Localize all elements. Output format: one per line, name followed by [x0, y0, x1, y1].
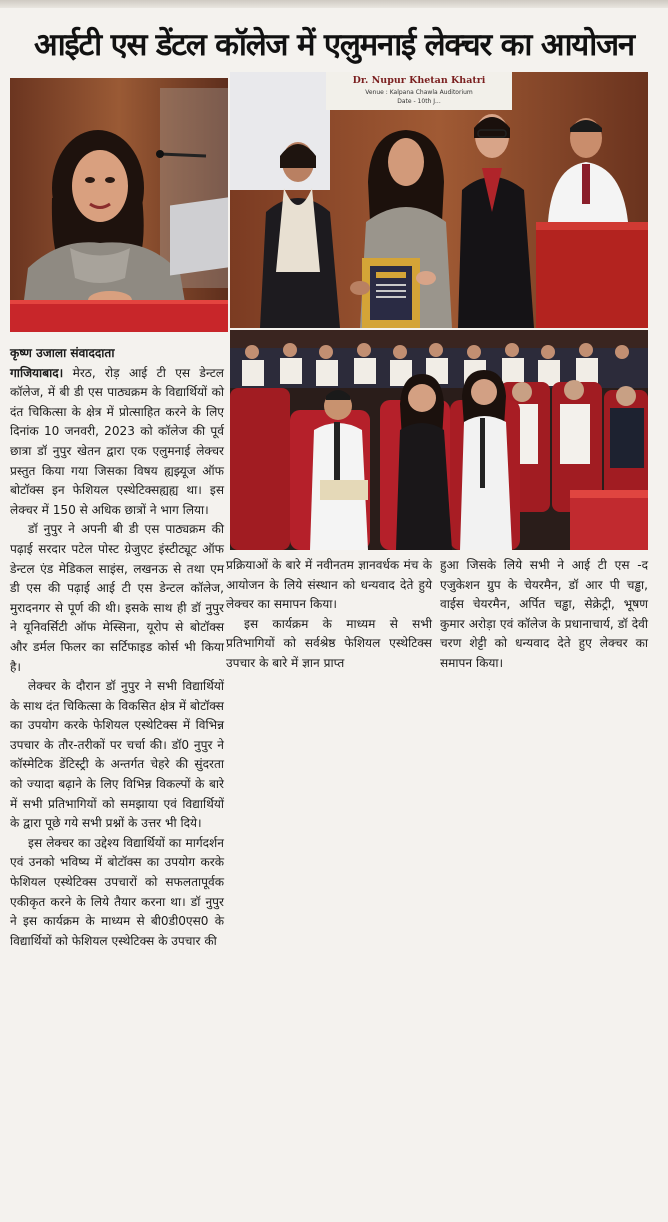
speaker-photo: [10, 78, 228, 332]
article-paragraph: प्रक्रियाओं के बारे में नवीनतम ज्ञानवर्धक मंच के आयोजन के लिये संस्थान को धन्यवाद देते हुये लेक्चर का समापन किया।: [226, 558, 432, 612]
article-paragraph: इस लेक्चर का उद्देश्य विद्यार्थियों का मार्गदर्शन एवं उनको भविष्य में बोटॉक्स का उपयोग करके फेशियल एस्थेटिक्स उपचारों को सफलतापूर्वक एकीकृत करने के लिये तैयार करना था। डॉ नुपुर ने इस कार्यक्रम के माध्यम से बी0डी0एस0 के विद्यार्थियों को फेशियल एस्थेटिक्स के उपचार की: [10, 835, 224, 948]
banner-venue: Venue : Kalpana Chawla Auditorium: [365, 89, 473, 96]
article-paragraph: लेक्चर के दौरान डॉ नुपुर ने सभी विद्यार्थियों के साथ दंत चिकित्सा के विकसित क्षेत्र में बोटॉक्स का उपयोग करके फेशियल एस्थेटिक्स में विभिन्न उपचार के तौर-तरीकों पर चर्चा की। डॉ0 नुपुर ने कॉस्मेटिक डेंटिस्ट्री के अन्तर्गत चेहरे की सुंदरता को ज्यादा बढ़ाने के लिए विभिन्न विकल्पों के बारे में सभी प्रतिभागियों को समझाया एवं विद्यार्थियों के द्वारा पूछे गये सभी प्रश्नों के उत्तर भी दिये।: [10, 679, 224, 831]
byline-reporter: कृष्ण उजाला संवाददाता: [10, 346, 115, 360]
byline-dateline: गाजियाबाद।: [10, 365, 64, 380]
previous-article-strip: [0, 0, 668, 8]
award-photo: [230, 72, 648, 328]
banner-name: Dr. Nupur Khetan Khatri: [352, 75, 486, 86]
audience-photo: [230, 330, 648, 550]
article-paragraph: मेरठ, रोड़ आई टी एस डेन्टल कॉलेज, में बी डी एस पाठ्यक्रम के विद्यार्थियों को दंत चिकित्सा के क्षेत्र में प्रोत्साहित करने के लिए दिनांक 10 जनवरी, 2023 को कॉलेज की पूर्व छात्रा डॉ नुपुर खेतन द्वारा एक एलुमनाई लेक्चर प्रस्तुत किया गया जिसका विषय ह्यझ्यूज ऑफ बोटॉक्स इन फेशियल एस्थेटिक्सह्यह्य था। इस लेक्चर में 150 से अधिक छात्रों ने भाग लिया।: [10, 365, 224, 517]
article-column-2: [226, 556, 432, 674]
headline: आईटी एस डेंटल कॉलेज में एलुमनाई लेक्चर का आयोजन: [34, 27, 634, 63]
article-column-3: [440, 556, 648, 674]
article-paragraph: इस कार्यक्रम के माध्यम से सभी प्रतिभागियों को सर्वश्रेष्ठ फेशियल एस्थेटिक्स उपचार के बारे में ज्ञान प्राप्त: [226, 616, 432, 670]
banner-date: Date - 10th J...: [397, 98, 441, 105]
article-paragraph: हुआ जिसके लिये सभी ने आई टी एस -द एजुकेशन ग्रुप के चेयरमैन, डॉ आर पी चड्ढा, वाईस चेयरमैन, अर्पित चड्ढा, सेक्रेट्री, भूषण कुमार अरोड़ा एवं कॉलेज के प्रधानाचार्य, डॉ देवी चरण शेट्टी को धन्यवाद देते हुए लेक्चर का समापन किया।: [440, 558, 648, 670]
article-column-1: [10, 344, 224, 951]
article-paragraph: डॉ नुपुर ने अपनी बी डी एस पाठ्यक्रम की पढ़ाई सरदार पटेल पोस्ट ग्रेजुएट इंस्टीट्यूट ऑफ डेन्टल एंड मेडिकल साइंस, लखनऊ से तथा एम डी एस की पढ़ाई आई टी एस डेन्टल कॉलेज, मुरादनगर से पूर्ण की थी। इसके साथ ही डॉ नुपुर ने यूनिवर्सिटी ऑफ मेस्सिना, यूरोप से बोटॉक्स और डर्मल फिलर का सर्टिफाइड कोर्स भी किया है।: [10, 522, 224, 674]
